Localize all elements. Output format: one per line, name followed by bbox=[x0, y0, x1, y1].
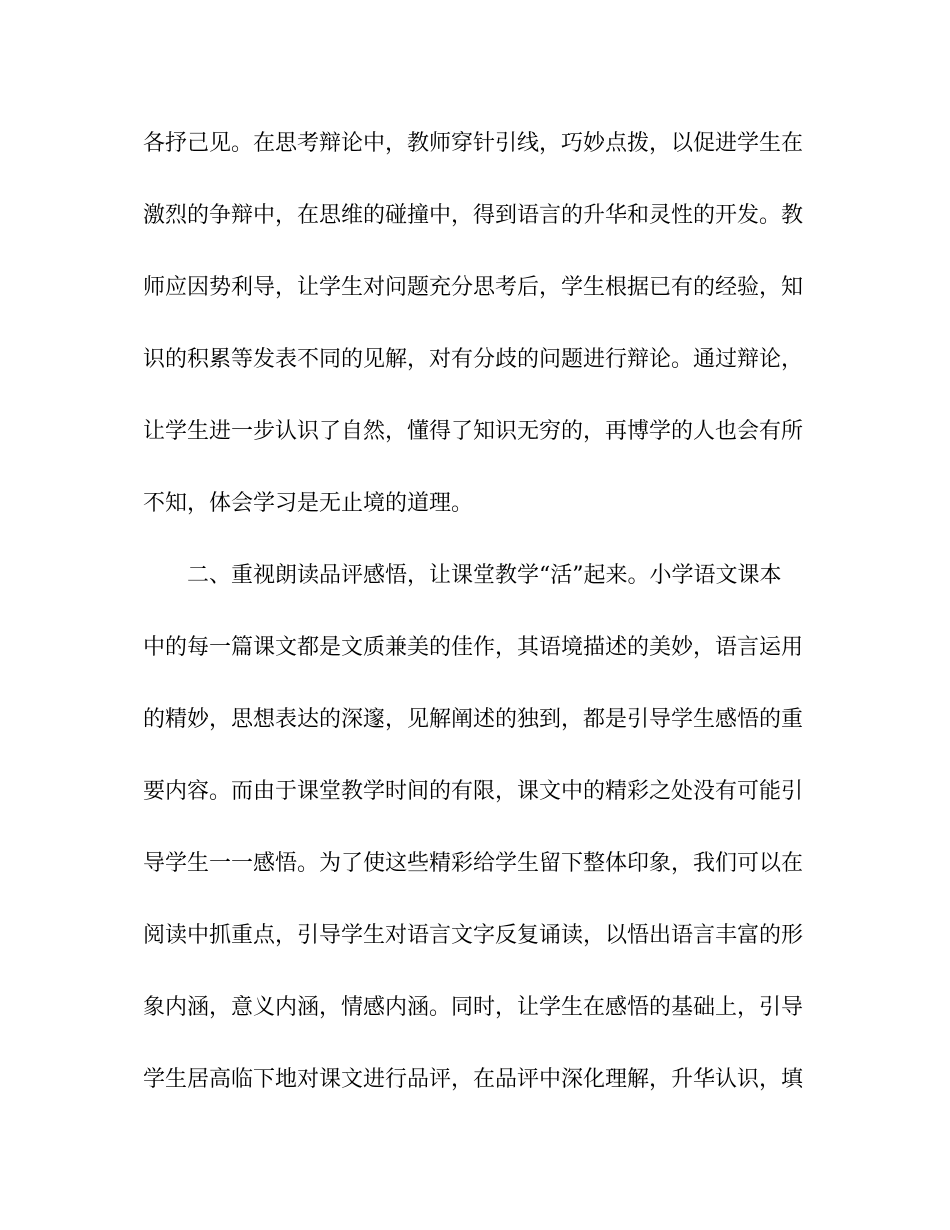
text-line: 阅读中抓重点，引导学生对语言文字反复诵读，以悟出语言丰富的形 bbox=[143, 923, 804, 948]
text-line: 要内容。而由于课堂教学时间的有限，课文中的精彩之处没有可能引 bbox=[143, 779, 804, 804]
text-line: 让学生进一步认识了自然，懂得了知识无穷的，再博学的人也会有所 bbox=[143, 419, 804, 444]
text-line: 导学生一一感悟。为了使这些精彩给学生留下整体印象，我们可以在 bbox=[143, 851, 804, 876]
text-line: 识的积累等发表不同的见解，对有分歧的问题进行辩论。通过辩论， bbox=[143, 347, 804, 372]
text-line: 激烈的争辩中，在思维的碰撞中，得到语言的升华和灵性的开发。教 bbox=[143, 203, 804, 228]
text-line: 象内涵，意义内涵，情感内涵。同时，让学生在感悟的基础上，引导 bbox=[143, 995, 804, 1020]
text-line: 学生居高临下地对课文进行品评，在品评中深化理解，升华认识，填 bbox=[143, 1067, 804, 1092]
section-heading-line: 二、重视朗读品评感悟，让课堂教学“活”起来。小学语文课本 bbox=[187, 563, 782, 588]
text-line: 中的每一篇课文都是文质兼美的佳作，其语境描述的美妙，语言运用 bbox=[143, 635, 804, 660]
text-line: 各抒己见。在思考辩论中，教师穿针引线，巧妙点拨，以促进学生在 bbox=[143, 131, 804, 156]
text-line: 不知，体会学习是无止境的道理。 bbox=[143, 491, 474, 516]
text-line: 的精妙，思想表达的深邃，见解阐述的独到，都是引导学生感悟的重 bbox=[143, 707, 804, 732]
body-text bbox=[143, 118, 807, 1126]
text-line: 师应因势利导，让学生对问题充分思考后，学生根据已有的经验，知 bbox=[143, 275, 804, 300]
